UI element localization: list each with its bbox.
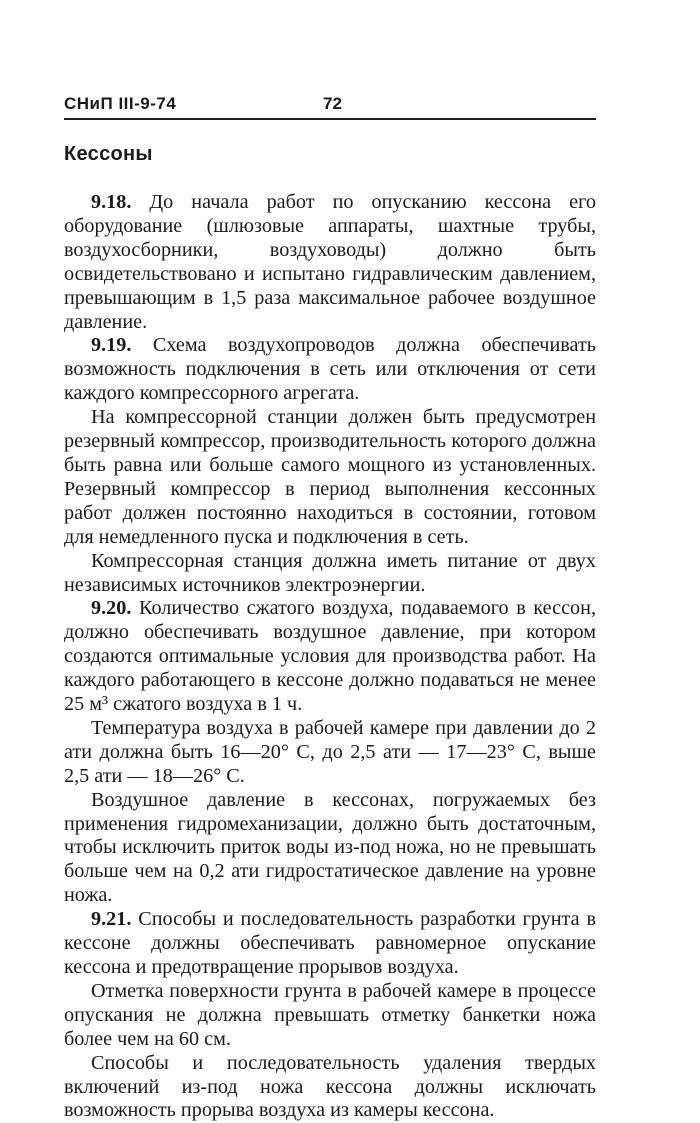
paragraph-text: На компрессорной станции должен быть предусмотрен резервный компрессор, производительность которого должна быть равна или больше самого мощного из установленных. Резервный компрессор в период выполнения кессонных работ должен постоянно находиться в состоянии, готовом для немедленного пуска и подключения в сеть. — [64, 406, 596, 548]
clause-number: 9.20. — [91, 597, 132, 620]
paragraph-text: Воздушное давление в кессонах, погружаемых без применения гидромеханизации, должно быть достаточным, чтобы исключить приток воды из-под ножа, но не превышать больше чем на 0,2 ати гидростатическое давление на уровне ножа. — [64, 788, 596, 907]
paragraph — [64, 550, 596, 598]
paragraph-text: Способы и последовательность разработки грунта в кессоне должны обеспечивать равномерное опускание кессона и предотвращение прорывов воздуха. — [64, 908, 596, 978]
paragraph — [64, 1052, 596, 1123]
paragraph — [64, 334, 596, 406]
paragraph-text: Компрессорная станция должна иметь питание от двух независимых источников электроэнергии. — [64, 549, 596, 596]
paragraph-text: Отметка поверхности грунта в рабочей камере в процессе опускания не должна превышать отметку банкетки ножа более чем на 60 см. — [64, 979, 596, 1050]
paragraph — [64, 908, 596, 980]
paragraph — [64, 717, 596, 789]
paragraph-text: Температура воздуха в рабочей камере при давлении до 2 ати должна быть 16—20° С, до 2,5 ати — 17—23° С, выше 2,5 ати — 18—26° С. — [64, 716, 596, 787]
paragraph — [64, 980, 596, 1052]
clause-number: 9.21. — [91, 908, 132, 931]
page-header — [64, 88, 596, 120]
paragraph-text: Схема воздухопроводов должна обеспечивать возможность подключения в сеть или отключения от сети каждого компрессорного агрегата. — [64, 334, 596, 405]
paragraph — [64, 789, 596, 909]
document-page — [64, 88, 596, 1123]
paragraph — [64, 597, 596, 717]
paragraph-text: Количество сжатого воздуха, подаваемого в кессон, должно обеспечивать воздушное давление, при котором создаются оптимальные условия для производства работ. На каждого работающего в кессоне должно подаваться не менее 25 м³ сжатого воздуха в 1 ч. — [64, 597, 596, 716]
document-code: СНиП III-9-74 — [64, 94, 177, 113]
clause-number: 9.19. — [91, 334, 132, 357]
page-number: 72 — [323, 94, 342, 113]
paragraph — [64, 406, 596, 549]
clause-number: 9.18. — [91, 191, 132, 213]
body-text — [64, 191, 596, 1123]
paragraph-text: До начала работ по опусканию кессона его оборудование (шлюзовые аппараты, шахтные трубы, воздухосборники, воздуховоды) должно быть освидетельствовано и испытано гидравлическим давлением, превышающим в 1,5 раза максимальное рабочее воздушное давление. — [64, 191, 596, 333]
section-title: Кессоны — [64, 143, 153, 165]
paragraph — [64, 191, 596, 334]
paragraph-text: Способы и последовательность удаления твердых включений из-под ножа кессона должны исключать возможность прорыва воздуха из камеры кессона. — [64, 1051, 596, 1122]
